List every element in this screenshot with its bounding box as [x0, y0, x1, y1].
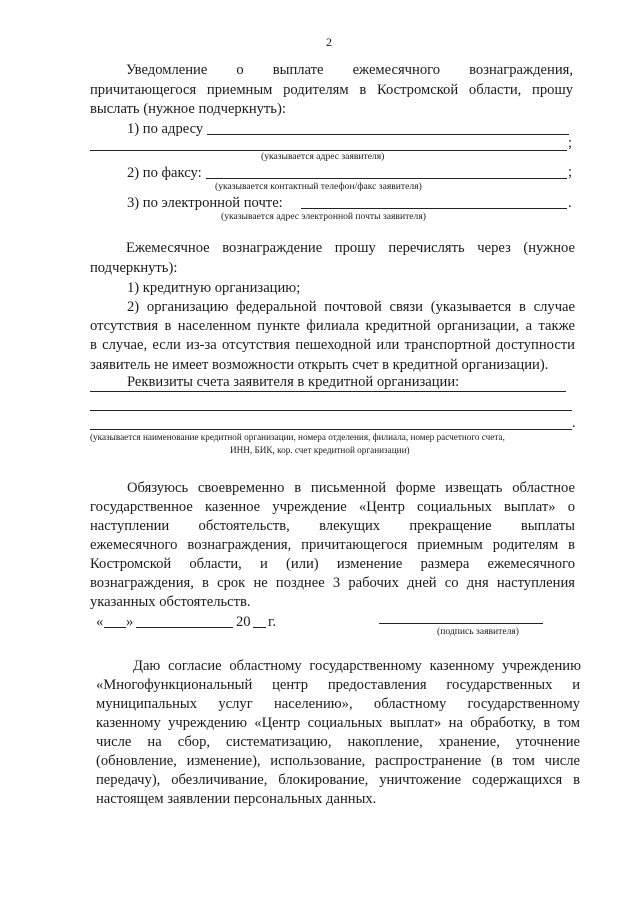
- fax-field-end: ;: [568, 164, 573, 180]
- consent-line-3: муниципальных услуг населению», областному государственному: [96, 696, 580, 712]
- obligation-line-5: Костромской области, и (или) изменение размера ежемесячного: [90, 556, 575, 572]
- notification-line-2: причитающегося приемным родителям в Костромской области, прошу: [90, 82, 573, 98]
- address-field-line-1[interactable]: [207, 134, 569, 135]
- consent-line-2: «Многофункциональный центр предоставления государственных и: [96, 677, 580, 693]
- email-field-end: .: [568, 195, 572, 211]
- payment-line-1: Ежемесячное вознаграждение прошу перечислять через (нужное: [126, 240, 575, 256]
- date-close-quote: »: [126, 614, 134, 630]
- payment-line-2: подчеркнуть):: [90, 260, 178, 276]
- payment-line-7: заявитель не имеет возможности открыть счет в кредитной организации).: [90, 357, 549, 373]
- date-year-suffix: г.: [268, 614, 276, 630]
- date-year-field[interactable]: [253, 627, 266, 628]
- obligation-line-6: вознаграждения, в срок не позднее 3 рабочих дней со дня наступления: [90, 575, 575, 591]
- requisites-field-end: .: [572, 415, 576, 431]
- notification-line-1: Уведомление о выплате ежемесячного вознаграждения,: [126, 62, 573, 78]
- date-year-prefix: 20: [236, 614, 251, 630]
- requisites-field-line-3[interactable]: [90, 429, 572, 430]
- requisites-hint-1: (указывается наименование кредитной организации, номера отделения, филиала, номер расчетного счета,: [90, 432, 505, 442]
- consent-line-4: казенному учреждению «Центр социальных выплат» на обработку, в том: [96, 715, 580, 731]
- signature-field[interactable]: [379, 623, 543, 624]
- obligation-line-3: наступлении обстоятельств, влекущих прекращение выплаты: [90, 518, 575, 534]
- date-open-quote: «: [96, 614, 104, 630]
- option-fax-label: 2) по факсу:: [127, 165, 202, 181]
- address-field-end: ;: [568, 135, 573, 151]
- notification-line-3: выслать (нужное подчеркнуть):: [90, 101, 286, 117]
- requisites-field-line-1[interactable]: [90, 391, 566, 392]
- obligation-line-4: ежемесячного вознаграждения, причитающегося приемным родителям в: [90, 537, 575, 553]
- address-hint: (указывается адрес заявителя): [261, 151, 385, 162]
- obligation-line-2: государственное казенное учреждение «Центр социальных выплат» о: [90, 499, 575, 515]
- payment-line-6: в случае, если из-за отсутствия пешеходной или транспортной доступности: [90, 337, 575, 353]
- date-day-field[interactable]: [104, 627, 126, 628]
- email-field-line[interactable]: [301, 208, 567, 209]
- consent-line-5: числе на сбор, систематизацию, накопление, хранение, уточнение: [96, 734, 580, 750]
- option-address-label: 1) по адресу: [127, 121, 204, 137]
- requisites-label: Реквизиты счета заявителя в кредитной организации:: [127, 374, 460, 390]
- signature-hint: (подпись заявителя): [437, 626, 520, 637]
- fax-hint: (указывается контактный телефон/факс заявителя): [215, 181, 422, 192]
- requisites-field-line-2[interactable]: [90, 410, 572, 411]
- consent-line-1: Даю согласие областному государственному казенному учреждению: [133, 658, 581, 674]
- fax-field-line[interactable]: [206, 178, 567, 179]
- page-number: 2: [326, 35, 332, 49]
- consent-line-7: передачу), обезличивание, блокирование, уничтожение содержащихся в: [96, 772, 580, 788]
- date-month-field[interactable]: [136, 627, 233, 628]
- obligation-line-1: Обязуюсь своевременно в письменной форме извещать областное: [127, 480, 575, 496]
- consent-line-8: настоящем заявлении персональных данных.: [96, 791, 377, 807]
- requisites-hint-2: ИНН, БИК, кор. счет кредитной организации): [230, 445, 410, 455]
- obligation-line-7: указанных обстоятельств.: [90, 594, 251, 610]
- payment-option-post: 2) организацию федеральной почтовой связи (указывается в случае: [127, 299, 575, 315]
- email-hint: (указывается адрес электронной почты заявителя): [221, 211, 426, 222]
- consent-line-6: (обновление, изменение), использование, распространение (в том числе: [96, 753, 580, 769]
- payment-option-credit: 1) кредитную организацию;: [127, 280, 301, 296]
- payment-line-5: отсутствия в населенном пункте филиала кредитной организации, а также: [90, 318, 575, 334]
- option-email-label: 3) по электронной почте:: [127, 195, 283, 211]
